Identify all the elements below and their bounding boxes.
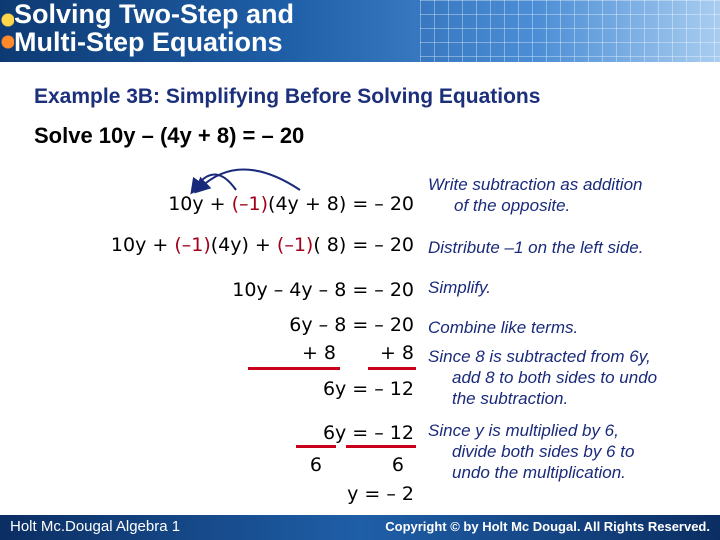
- note-step-4: Combine like terms.: [428, 318, 579, 337]
- add-eight-left: + 8: [301, 342, 336, 364]
- note-step-5: Since 8 is subtracted from 6y, add 8 to both sides to undo the subtraction.: [428, 347, 658, 408]
- note-step-1: Write subtraction as addition of the opposite.: [428, 175, 643, 215]
- fraction-bar-left: [296, 445, 336, 448]
- note-step-2: Distribute –1 on the left side.: [428, 238, 644, 257]
- underline-right: [368, 367, 416, 370]
- denominator-left: 6: [309, 454, 322, 476]
- underline-left: [248, 367, 340, 370]
- footer-copyright: Copyright © by Holt Mc Dougal. All Rights Reserved.: [385, 519, 710, 534]
- add-eight-right: + 8: [379, 342, 414, 364]
- note-step-3: Simplify.: [428, 278, 491, 297]
- equation-step-3: 10y – 4y – 8 = – 20: [232, 279, 414, 301]
- equation-step-2: 10y + (–1)(4y) + (–1)( 8) = – 20: [110, 234, 414, 256]
- equation-step-1: 10y + (–1)(4y + 8) = – 20: [168, 193, 414, 215]
- equation-step-6: 6y = – 12: [322, 378, 414, 400]
- solve-line: Solve 10y – (4y + 8) = – 20: [34, 123, 305, 148]
- fraction-bar-right: [346, 445, 416, 448]
- footer-course: Holt Mc.Dougal Algebra 1: [10, 518, 181, 535]
- slide-title: Solving Two-Step and Multi-Step Equations: [14, 0, 294, 57]
- solution: y = – 2: [347, 483, 414, 505]
- example-title: Example 3B: Simplifying Before Solving Equations: [34, 85, 541, 108]
- denominator-right: 6: [391, 454, 404, 476]
- equation-step-4: 6y – 8 = – 20: [289, 314, 414, 336]
- note-step-7: Since y is multiplied by 6, divide both sides by 6 to undo the multiplication.: [428, 421, 635, 482]
- equation-step-7: 6y = – 12: [322, 422, 414, 444]
- footer-bar: [0, 515, 720, 540]
